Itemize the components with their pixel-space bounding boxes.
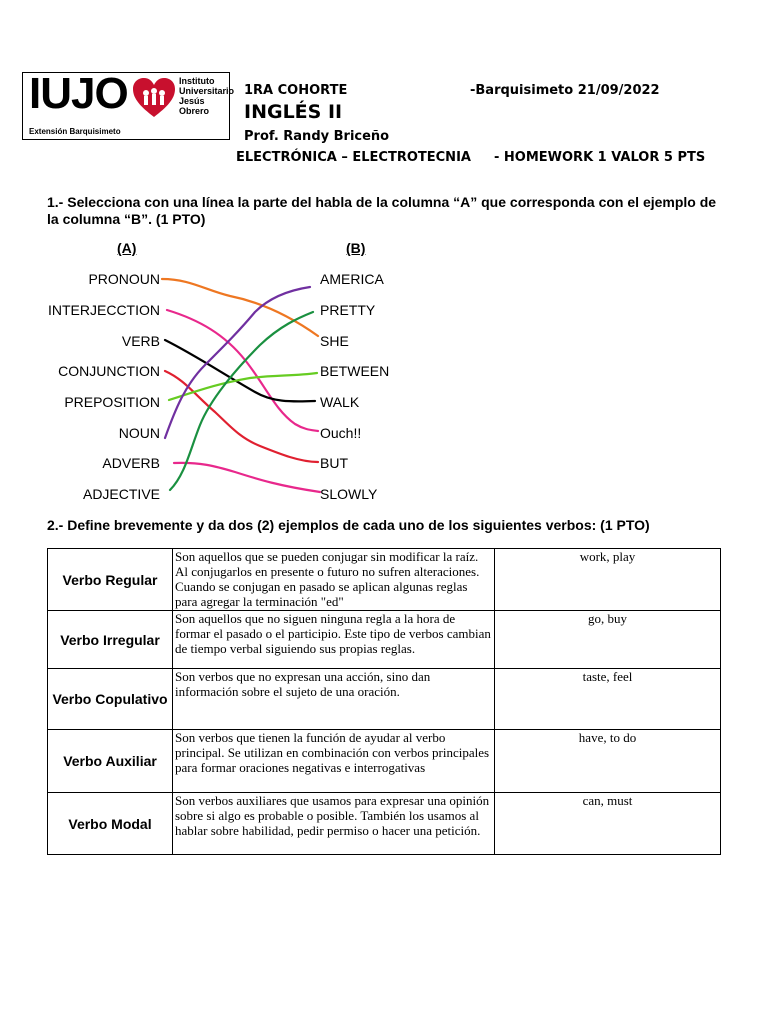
table-row: [48, 793, 721, 855]
question-2-text: 2.- Define brevemente y da dos (2) ejemplos de cada uno de los siguientes verbos: (1 PTO): [47, 517, 650, 533]
col-a-item: PRONOUN: [88, 271, 160, 287]
col-a-item: NOUN: [118, 425, 160, 441]
line-verb-walk: [165, 340, 315, 401]
col-b-item: Ouch!!: [320, 425, 362, 441]
col-b-item: SHE: [320, 333, 349, 349]
col-a-item: CONJUNCTION: [58, 363, 160, 379]
verb-definition-cell: Son verbos auxiliares que usamos para expresar una opinión sobre si algo es probable o posible. También los usamos al hablar sobre habilidad, pedir permiso o hacer una petición.: [173, 793, 495, 855]
verb-definition-cell: Son verbos que tienen la función de ayudar al verbo principal. Se utilizan en combinación con verbos principales para formar oraciones negativas e interrogativas: [173, 730, 495, 793]
cohort-label: 1RA COHORTE: [244, 83, 348, 98]
professor-name: Prof. Randy Briceño: [244, 129, 390, 144]
col-b-item: BUT: [320, 455, 348, 471]
verb-definition-cell: Son verbos que no expresan una acción, sino dan información sobre el sujeto de una oración.: [173, 669, 495, 730]
col-b-item: WALK: [320, 394, 360, 410]
logo-extension: Extensión Barquisimeto: [29, 127, 121, 136]
col-b-item: PRETTY: [320, 302, 376, 318]
table-row: [48, 549, 721, 611]
verb-type-cell: Verbo Regular: [48, 549, 173, 611]
line-preposition-between: [169, 373, 317, 400]
verbs-table: [47, 548, 721, 855]
col-b-item: BETWEEN: [320, 363, 390, 379]
verb-examples-cell: go, buy: [495, 611, 721, 669]
logo-institution-name: Instituto Universitario Jesús Obrero: [179, 76, 235, 116]
question-1-text: 1.- Selecciona con una línea la parte del habla de la columna “A” que corresponda con el ejemplo de la columna “B”. (1 PTO): [47, 194, 717, 227]
col-a-item: ADVERB: [102, 455, 160, 471]
homework-label: - HOMEWORK 1 VALOR 5 PTS: [494, 150, 706, 165]
verb-type-cell: Verbo Auxiliar: [48, 730, 173, 793]
col-a-item: INTERJECCTION: [48, 302, 160, 318]
verb-definition-cell: Son aquellos que se pueden conjugar sin modificar la raíz. Al conjugarlos en presente o futuro no sufren alteraciones. Cuando se conjugan en pasado se aplican algunas reglas para agregar la terminación "ed": [173, 549, 495, 611]
verb-examples-cell: have, to do: [495, 730, 721, 793]
career-label: ELECTRÓNICA – ELECTROTECNIA: [236, 150, 471, 165]
line-interjection-ouch: [167, 310, 318, 431]
col-a-item: ADJECTIVE: [82, 486, 160, 502]
verb-examples-cell: can, must: [495, 793, 721, 855]
table-row: [48, 730, 721, 793]
column-b-header: (B): [346, 240, 366, 256]
line-noun-america: [165, 287, 310, 438]
verb-examples-cell: work, play: [495, 549, 721, 611]
col-b-item: SLOWLY: [320, 486, 378, 502]
verb-definition-cell: Son aquellos que no siguen ninguna regla a la hora de formar el pasado o el participio. Este tipo de verbos cambian de tiempo verbal siguiendo sus propias reglas.: [173, 611, 495, 669]
col-a-item: VERB: [121, 333, 160, 349]
column-a-header: (A): [117, 240, 137, 256]
verb-type-cell: Verbo Copulativo: [48, 669, 173, 730]
table-row: [48, 611, 721, 669]
verb-type-cell: Verbo Irregular: [48, 611, 173, 669]
verb-examples-cell: taste, feel: [495, 669, 721, 730]
table-row: [48, 669, 721, 730]
verb-type-cell: Verbo Modal: [48, 793, 173, 855]
course-title: INGLÉS II: [244, 101, 343, 123]
col-a-item: PREPOSITION: [64, 394, 160, 410]
col-b-item: AMERICA: [320, 271, 384, 287]
place-date: -Barquisimeto 21/09/2022: [470, 83, 660, 98]
logo-iujo-text: IUJO: [29, 69, 128, 118]
line-adverb-slowly: [174, 463, 320, 492]
